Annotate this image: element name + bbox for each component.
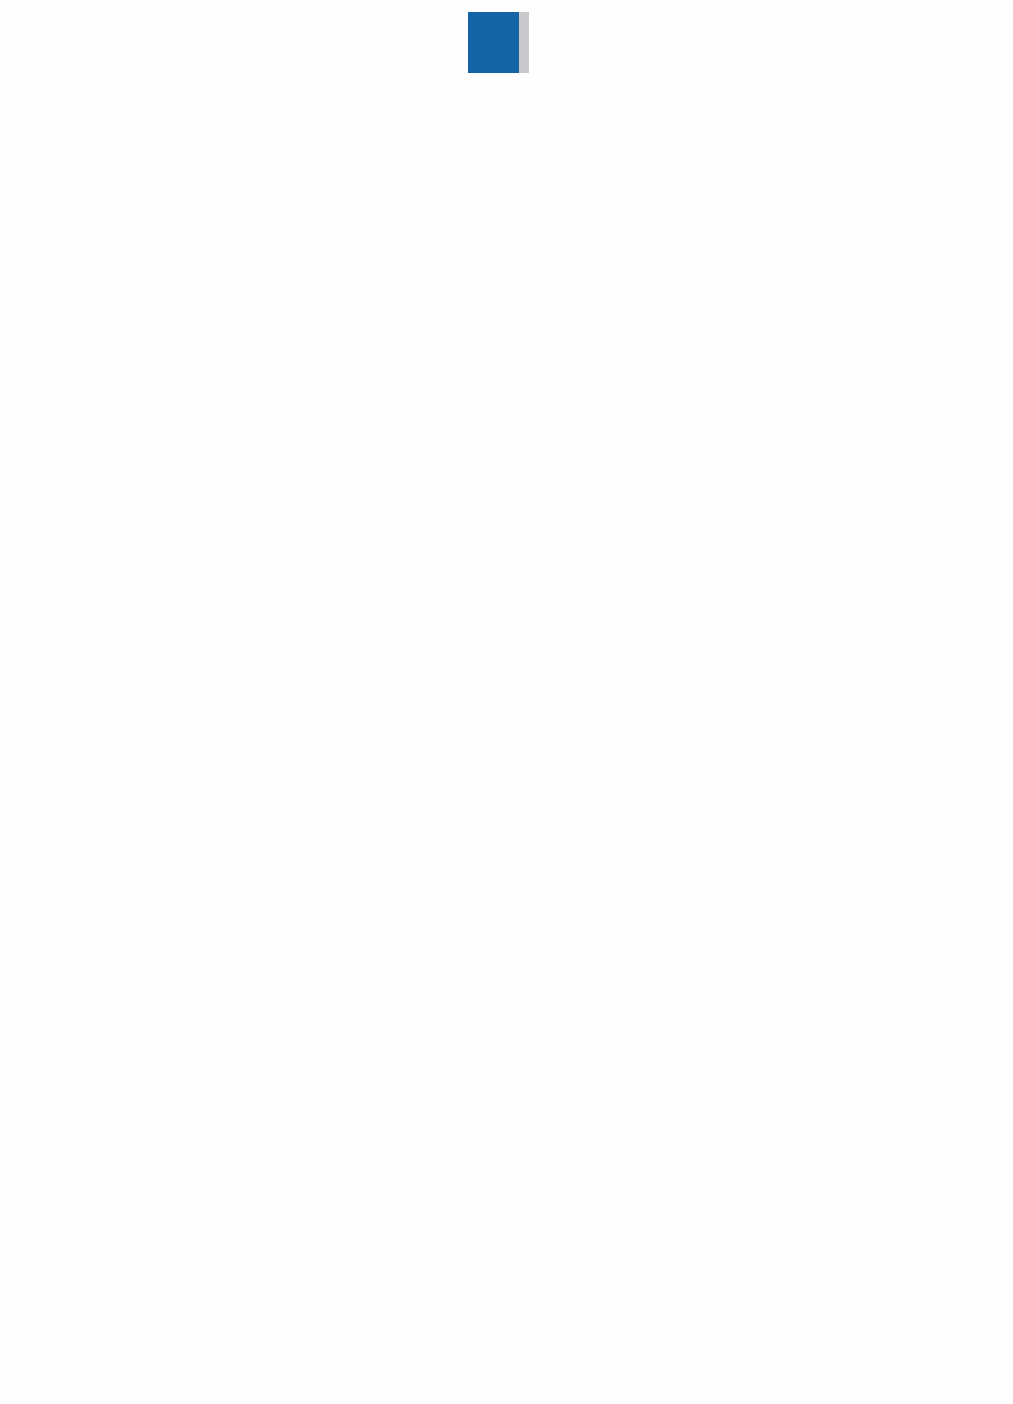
book-spine [519, 12, 529, 73]
book-icon [468, 12, 529, 73]
book-cover [468, 12, 519, 73]
